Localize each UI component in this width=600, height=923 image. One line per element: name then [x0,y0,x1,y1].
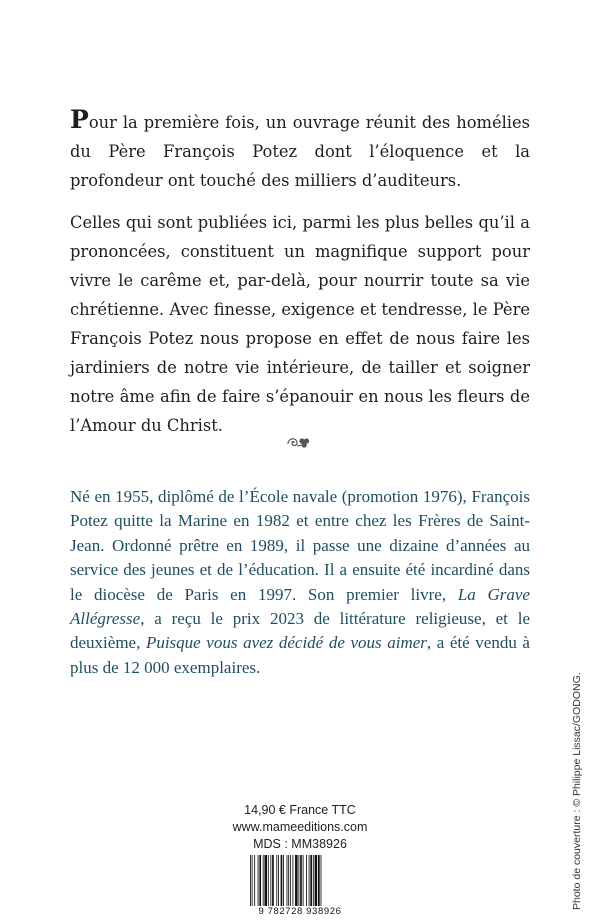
book-title-1: La Grave Allégresse [70,584,530,629]
bio-text-3: , a été vendu à plus de 12 000 exemplaires. [70,633,530,677]
bio-text-1: Né en 1955, diplômé de l’École navale (promotion 1976), François Potez quitte la Marine en 1982 et entre chez les Frères de Saint-Jean. Ordonné prêtre en 1989, il passe une dizaine d’années au service des jeunes et de l’éducation. Il a ensuite été incardiné dans le diocèse de Paris en 1997. Son premier livre, [70,487,530,604]
intro-text: our la première fois, un ouvrage réunit des homélies du Père François Potez dont l’éloquence et la profondeur ont touché des milliers d’auditeurs. [70,113,530,190]
description-paragraph: Celles qui sont publiées ici, parmi les plus belles qu’il a prononcées, constituent un magnifique support pour vivre le carême et, par-delà, pour nourrir toute sa vie chrétienne. Avec finesse, exigence et tendresse, le Père François Potez nous propose en effet de nous faire les jardiniers de notre vie intérieure, de tailler et soigner notre âme afin de faire s’épanouir en nous les fleurs de l’Amour du Christ. [70,213,530,435]
book-title-2: Puisque vous avez décidé de vous aimer [145,633,427,653]
bio-text-2: , a reçu le prix 2023 de littérature religieuse, et le deuxième, [70,609,530,653]
price: 14,90 € France TTC [244,803,356,817]
fleuron-ornament-icon [284,433,314,453]
photo-credit: Photo de couverture : © Philippe Lissac/GODONG. [571,672,583,910]
intro-paragraph [70,105,530,195]
website-link[interactable]: www.mameeditions.com [232,820,368,834]
publisher-info [200,802,400,853]
drop-cap: P [70,105,89,134]
author-biography [70,485,530,680]
isbn-number: 9 782728 938926 [240,906,360,918]
mds-code: MDS : MM38926 [253,837,347,851]
